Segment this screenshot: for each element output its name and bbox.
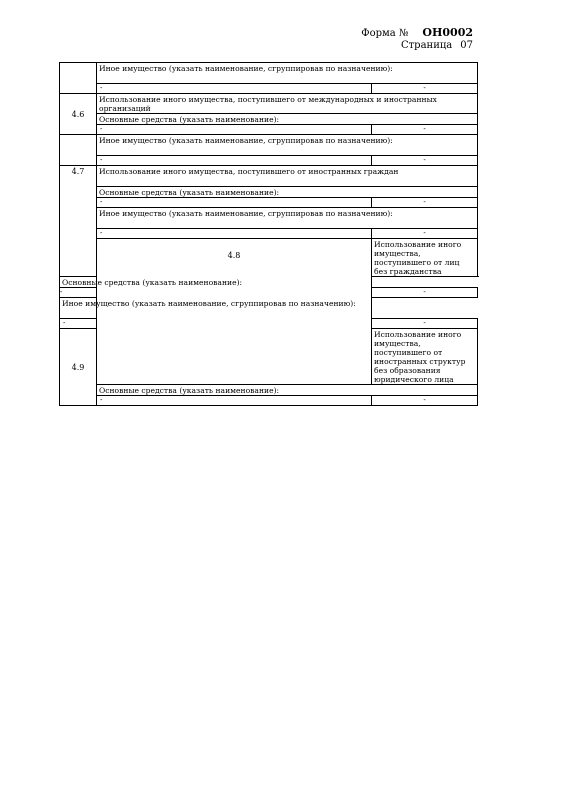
table-row bbox=[60, 135, 478, 156]
value-cell: - bbox=[372, 125, 478, 135]
value-cell: - bbox=[372, 84, 478, 94]
value-cell: - bbox=[372, 319, 478, 329]
form-number-line bbox=[361, 27, 473, 40]
form-label: Форма № bbox=[361, 28, 409, 39]
section-number-cell bbox=[60, 135, 97, 166]
table-row bbox=[60, 198, 478, 208]
value-cell: - bbox=[372, 396, 478, 406]
table-row bbox=[60, 208, 478, 229]
page-number-line bbox=[361, 40, 473, 52]
other-property-label: Иное имущество (указать наименование, сгруппировав по назначению): bbox=[97, 63, 478, 84]
value-cell: - bbox=[97, 229, 372, 239]
table-row bbox=[60, 63, 478, 84]
page-label: Страница bbox=[400, 40, 453, 51]
table-row bbox=[60, 187, 478, 198]
table-row bbox=[60, 396, 478, 406]
table-row bbox=[60, 94, 478, 114]
fixed-assets-label: Основные средства (указать наименование): bbox=[97, 385, 478, 396]
page-header bbox=[361, 27, 473, 52]
table-row bbox=[60, 239, 478, 277]
other-property-label: Иное имущество (указать наименование, сгруппировав по назначению): bbox=[97, 135, 478, 156]
section-number-cell bbox=[60, 63, 97, 94]
other-property-label: Иное имущество (указать наименование, сгруппировав по назначению): bbox=[97, 208, 478, 229]
section-title: Использование иного имущества, поступившего от международных и иностранных организаций bbox=[97, 94, 478, 114]
section-number: 4.9 bbox=[60, 329, 97, 406]
value-cell: - bbox=[372, 198, 478, 208]
table-row bbox=[60, 385, 478, 396]
table-row bbox=[60, 156, 478, 166]
value-cell: - bbox=[97, 396, 372, 406]
value-cell: - bbox=[372, 156, 478, 166]
section-number: 4.7 bbox=[60, 166, 97, 277]
value-cell: - bbox=[60, 288, 97, 298]
section-title: Использование иного имущества, поступившего от иностранных граждан bbox=[97, 166, 478, 187]
value-cell: - bbox=[372, 288, 478, 298]
fixed-assets-label: Основные средства (указать наименование): bbox=[97, 187, 478, 198]
section-title: Использование иного имущества, поступившего от лиц без гражданства bbox=[372, 239, 478, 277]
page-number: 07 bbox=[460, 40, 473, 51]
section-number: 4.6 bbox=[60, 94, 97, 135]
fixed-assets-label: Основные средства (указать наименование): bbox=[97, 114, 478, 125]
table-row bbox=[60, 114, 478, 125]
value-cell: - bbox=[97, 156, 372, 166]
section-number: 4.8 bbox=[97, 239, 372, 385]
table-row bbox=[60, 84, 478, 94]
value-cell: - bbox=[372, 229, 478, 239]
table-row bbox=[60, 166, 478, 187]
fixed-assets-label: Основные средства (указать наименование): bbox=[60, 277, 372, 288]
other-property-label: Иное имущество (указать наименование, сгруппировав по назначению): bbox=[60, 298, 372, 319]
value-cell: - bbox=[97, 125, 372, 135]
table-row bbox=[60, 229, 478, 239]
table-row bbox=[60, 277, 478, 288]
table-row bbox=[60, 125, 478, 135]
property-usage-table bbox=[59, 62, 478, 406]
form-number: ОН0002 bbox=[422, 26, 473, 39]
value-cell: - bbox=[97, 84, 372, 94]
section-title: Использование иного имущества, поступившего от иностранных структур без образования юридического лица bbox=[372, 329, 478, 385]
value-cell: - bbox=[97, 198, 372, 208]
table-row bbox=[60, 298, 478, 319]
value-cell: - bbox=[60, 319, 97, 329]
